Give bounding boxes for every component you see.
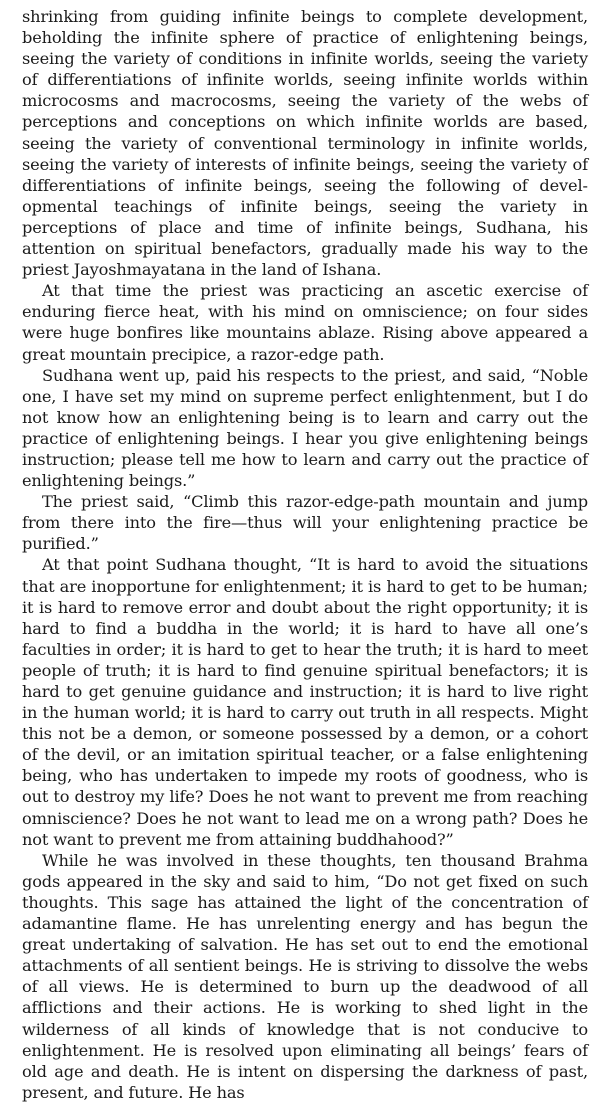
paragraph-2: At that time the priest was practicing an ascetic exercise of enduring fierce heat, with his mind on omniscience; on four sides were huge bonfires like mountains ablaze. Rising above appeared a great mountain precipice, a razor-edge path. bbox=[22, 281, 588, 364]
paragraph-4: The priest said, “Climb this razor-edge-path mountain and jump from there into the fire—thus will your enlightening practice be purified.” bbox=[22, 492, 588, 554]
paragraph-5: At that point Sudhana thought, “It is hard to avoid the situations that are inopportune for enlightenment; it is hard to get to be human; it is hard to remove error and doubt about the right opportunity; it is hard to find a buddha in the world; it is hard to have all one’s faculties in order; it is hard to get to hear the truth; it is hard to meet people of truth; it is hard to find genuine spiritual benefactors; it is hard to get genuine guidance and instruction; it is hard to live right in the human world; it is hard to carry out truth in all respects. Might this not be a demon, or someone possessed by a demon, or a cohort of the devil, or an imitation spiritual teacher, or a false enlightening being, who has undertaken to impede my roots of goodness, who is out to destroy my life? Does he not want to prevent me from reaching omniscience? Does he not want to lead me on a wrong path? Does he not want to prevent me from attaining buddhahood?” bbox=[22, 555, 588, 849]
paragraph-3: Sudhana went up, paid his respects to the priest, and said, “Noble one, I have set my mind on supreme perfect enlightenment, but I do not know how an enlightening being is to learn and carry out the practice of enlightening beings. I hear you give enlightening beings instruction; please tell me how to learn and carry out the practice of enlightening beings.” bbox=[22, 365, 588, 491]
paragraph-1: shrinking from guiding infinite beings to complete development, beholding the infinite sphere of practice of enlightening beings, seeing the variety of conditions in infinite worlds, seeing the variety of differentiations of infinite worlds, seeing infinite worlds within microcosms and macrocosms, seeing the variety of the webs of perceptions and conceptions on which infinite worlds are based, seeing the variety of conventional terminology in infinite worlds, seeing the variety of interests of infinite beings, seeing the variety of differentiations of infinite beings, seeing the following of developmental teachings of infinite beings, seeing the variety in perceptions of place and time of infinite beings, Sudhana, his attention on spiritual benefactors, gradually made his way to the priest Jayoshmayatana in the land of Ishana. bbox=[22, 7, 588, 280]
book-page-text bbox=[22, 6, 588, 1103]
paragraph-6: While he was involved in these thoughts, ten thousand Brahma gods appeared in the sky and said to him, “Do not get fixed on such thoughts. This sage has attained the light of the concentration of adamantine flame. He has unrelenting energy and has begun the great undertaking of salvation. He has set out to end the emotional attachments of all sentient beings. He is striving to dissolve the webs of all views. He is determined to burn up the deadwood of all afflictions and their actions. He is working to shed light in the wilderness of all kinds of knowledge that is not conducive to enlightenment. He is resolved upon eliminating all beings’ fears of old age and death. He is intent on dispersing the darkness of past, present, and future. He has bbox=[22, 850, 588, 1102]
